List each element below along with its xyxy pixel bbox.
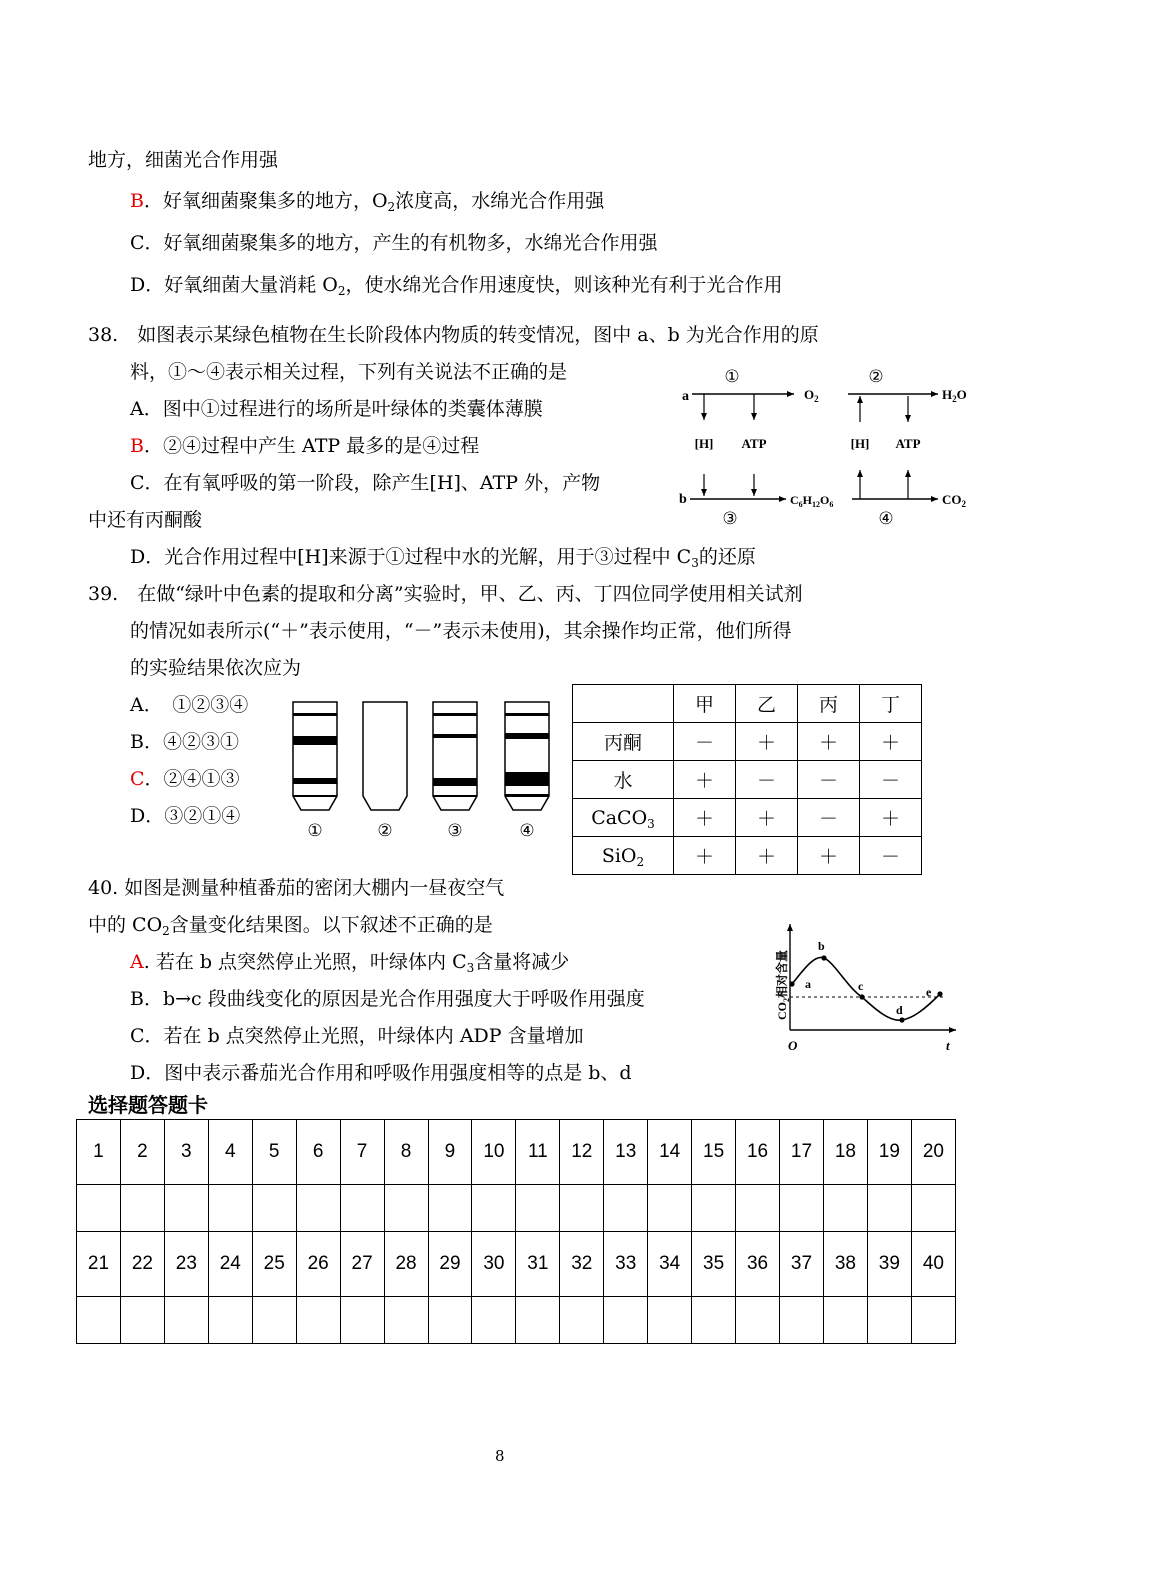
- q38-stem-line2: 料，①～④表示相关过程，下列有关说法不正确的是: [130, 361, 568, 383]
- point-c: [859, 994, 864, 999]
- y-axis-label: $CO_2$相对含量: [775, 949, 791, 1020]
- q38-option-c-line2: 中还有丙酮酸: [88, 509, 203, 531]
- tube-3-label: ③: [447, 821, 463, 840]
- h-label-1: [H]: [694, 436, 714, 451]
- q37-option-c: C．好氧细菌聚集多的地方，产生的有机物多，水绵光合作用强: [130, 232, 658, 254]
- answer-number-cell: 36: [736, 1232, 780, 1297]
- answer-input-cell[interactable]: [384, 1185, 428, 1232]
- answer-number-cell: 18: [823, 1120, 867, 1185]
- q39-option-c: C．②④①③: [130, 768, 240, 790]
- answer-input-cell[interactable]: [560, 1297, 604, 1344]
- q38-b-letter: B: [130, 435, 144, 457]
- table-cell: －: [860, 837, 922, 875]
- answer-input-cell[interactable]: [604, 1185, 648, 1232]
- point-b-label: b: [818, 939, 825, 953]
- answer-input-cell[interactable]: [823, 1297, 867, 1344]
- answer-number-cell: 16: [736, 1120, 780, 1185]
- origin-label: O: [788, 1038, 798, 1053]
- answer-input-cell[interactable]: [428, 1185, 472, 1232]
- answer-number-cell: 7: [340, 1120, 384, 1185]
- table-cell: ＋: [860, 799, 922, 837]
- table-cell: －: [860, 761, 922, 799]
- answer-input-cell[interactable]: [164, 1297, 208, 1344]
- answer-card-answer-row: [77, 1185, 956, 1232]
- answer-card-number-row: [77, 1232, 956, 1297]
- table-header-cell: 丁: [860, 685, 922, 723]
- tube-2-label: ②: [377, 821, 393, 840]
- answer-number-cell: 27: [340, 1232, 384, 1297]
- answer-input-cell[interactable]: [780, 1297, 824, 1344]
- atp-label-2: ATP: [895, 436, 921, 451]
- answer-number-cell: 5: [252, 1120, 296, 1185]
- answer-number-cell: 8: [384, 1120, 428, 1185]
- answer-input-cell[interactable]: [516, 1297, 560, 1344]
- point-d-label: d: [896, 1003, 903, 1017]
- point-a: [789, 981, 794, 986]
- o2-label: $O_2$: [804, 387, 819, 404]
- raw-material-b-label: b: [679, 492, 687, 507]
- answer-number-cell: 39: [867, 1232, 911, 1297]
- h-label-2: [H]: [850, 436, 870, 451]
- answer-input-cell[interactable]: [296, 1185, 340, 1232]
- process-4-label: ④: [878, 509, 894, 528]
- q37-option-d: D．好氧细菌大量消耗 $O_2$，使水绵光合作用速度快，则该种光有利于光合作用: [130, 274, 783, 298]
- answer-input-cell[interactable]: [340, 1297, 384, 1344]
- process-2-label: ②: [868, 367, 884, 386]
- table-cell: ＋: [860, 723, 922, 761]
- answer-number-cell: 11: [516, 1120, 560, 1185]
- reagent-table: [572, 684, 922, 875]
- table-cell: ＋: [736, 837, 798, 875]
- table-row: [573, 837, 922, 875]
- process-3-label: ③: [722, 509, 738, 528]
- q40-option-b: B．b→c 段曲线变化的原因是光合作用强度大于呼吸作用强度: [130, 988, 645, 1010]
- co2-curve: [792, 957, 940, 1020]
- q39-option-a: A． ①②③④: [130, 694, 249, 716]
- answer-input-cell[interactable]: [208, 1297, 252, 1344]
- answer-card-table: [76, 1119, 956, 1344]
- answer-input-cell[interactable]: [648, 1185, 692, 1232]
- answer-input-cell[interactable]: [340, 1185, 384, 1232]
- answer-number-cell: 35: [692, 1232, 736, 1297]
- tube-4: [505, 702, 549, 810]
- table-header-cell: [573, 685, 674, 723]
- table-header-cell: 甲: [674, 685, 736, 723]
- table-header-row: [573, 685, 922, 723]
- raw-material-a-label: a: [682, 389, 689, 404]
- co2-label: $CO_2$: [942, 492, 966, 509]
- answer-input-cell[interactable]: [120, 1297, 164, 1344]
- answer-input-cell[interactable]: [77, 1297, 121, 1344]
- answer-input-cell[interactable]: [252, 1185, 296, 1232]
- answer-input-cell[interactable]: [648, 1297, 692, 1344]
- answer-number-cell: 22: [120, 1232, 164, 1297]
- answer-number-cell: 25: [252, 1232, 296, 1297]
- table-header-cell: 丙: [798, 685, 860, 723]
- answer-number-cell: 21: [77, 1232, 121, 1297]
- answer-input-cell[interactable]: [516, 1185, 560, 1232]
- answer-card-answer-row: [77, 1297, 956, 1344]
- chromatography-tubes: [285, 696, 555, 846]
- answer-input-cell[interactable]: [692, 1297, 736, 1344]
- answer-input-cell[interactable]: [736, 1297, 780, 1344]
- answer-input-cell[interactable]: [472, 1185, 516, 1232]
- answer-number-cell: 10: [472, 1120, 516, 1185]
- q37-option-b: B．好氧细菌聚集多的地方，$O_2$浓度高，水绵光合作用强: [130, 190, 605, 214]
- answer-number-cell: 14: [648, 1120, 692, 1185]
- q40-option-d: D．图中表示番茄光合作用和呼吸作用强度相等的点是 b、d: [130, 1062, 632, 1084]
- answer-input-cell[interactable]: [296, 1297, 340, 1344]
- tube-2: [363, 702, 407, 810]
- table-header-cell: 乙: [736, 685, 798, 723]
- q38-stem-line1: 38. 如图表示某绿色植物在生长阶段体内物质的转变情况，图中 a、b 为光合作用的原: [88, 324, 819, 346]
- tube-4-label: ④: [519, 821, 535, 840]
- answer-input-cell[interactable]: [780, 1185, 824, 1232]
- answer-number-cell: 34: [648, 1232, 692, 1297]
- answer-number-cell: 6: [296, 1120, 340, 1185]
- answer-number-cell: 12: [560, 1120, 604, 1185]
- q40-stem-line2: 中的 $CO_2$含量变化结果图。以下叙述不正确的是: [88, 914, 493, 938]
- q38-option-b: B．②④过程中产生 ATP 最多的是④过程: [130, 435, 480, 457]
- point-c-label: c: [858, 979, 864, 993]
- answer-number-cell: 2: [120, 1120, 164, 1185]
- point-e: [937, 991, 942, 996]
- table-cell: ＋: [798, 723, 860, 761]
- tube-1-label: ①: [307, 821, 323, 840]
- table-row: [573, 761, 922, 799]
- q39-c-letter: C: [130, 768, 145, 790]
- answer-number-cell: 40: [911, 1232, 955, 1297]
- answer-number-cell: 38: [823, 1232, 867, 1297]
- answer-input-cell[interactable]: [120, 1185, 164, 1232]
- q39-stem-line1: 39. 在做“绿叶中色素的提取和分离”实验时，甲、乙、丙、丁四位同学使用相关试剂: [88, 583, 803, 605]
- answer-input-cell[interactable]: [692, 1185, 736, 1232]
- answer-number-cell: 4: [208, 1120, 252, 1185]
- atp-label-1: ATP: [741, 436, 767, 451]
- answer-input-cell[interactable]: [911, 1297, 955, 1344]
- answer-number-cell: 37: [780, 1232, 824, 1297]
- answer-input-cell[interactable]: [604, 1297, 648, 1344]
- answer-number-cell: 23: [164, 1232, 208, 1297]
- answer-input-cell[interactable]: [823, 1185, 867, 1232]
- table-cell: ＋: [674, 761, 736, 799]
- q40-a-letter: A: [130, 951, 144, 973]
- table-cell: ＋: [674, 799, 736, 837]
- answer-number-cell: 20: [911, 1120, 955, 1185]
- point-b: [821, 955, 826, 960]
- table-cell: －: [674, 723, 736, 761]
- table-cell: ＋: [798, 837, 860, 875]
- glucose-label: $C_6H_{12}O_6$: [790, 493, 834, 509]
- q38-option-d: D．光合作用过程中[H]来源于①过程中水的光解，用于③过程中 $C_3$的还原: [130, 546, 756, 570]
- tube-1: [293, 702, 337, 810]
- q39-option-b: B．④②③①: [130, 731, 239, 753]
- q40-option-a: A. 若在 b 点突然停止光照，叶绿体内 $C_3$含量将减少: [130, 951, 570, 975]
- answer-input-cell[interactable]: [428, 1297, 472, 1344]
- answer-input-cell[interactable]: [911, 1185, 955, 1232]
- answer-input-cell[interactable]: [472, 1297, 516, 1344]
- q37-b-letter: B: [130, 190, 144, 212]
- answer-number-cell: 15: [692, 1120, 736, 1185]
- metabolism-diagram: [676, 362, 976, 532]
- table-cell: ＋: [736, 799, 798, 837]
- answer-number-cell: 24: [208, 1232, 252, 1297]
- answer-input-cell[interactable]: [867, 1185, 911, 1232]
- answer-input-cell[interactable]: [560, 1185, 604, 1232]
- table-row: [573, 723, 922, 761]
- page-number: 8: [495, 1447, 505, 1465]
- x-axis-label: t: [946, 1038, 950, 1053]
- q37-continued-text: 地方，细菌光合作用强: [88, 149, 279, 171]
- q38-option-a: A．图中①过程进行的场所是叶绿体的类囊体薄膜: [130, 398, 543, 420]
- answer-number-cell: 30: [472, 1232, 516, 1297]
- answer-number-cell: 19: [867, 1120, 911, 1185]
- table-cell: ＋: [674, 837, 736, 875]
- point-e-label: e: [926, 985, 932, 999]
- answer-number-cell: 29: [428, 1232, 472, 1297]
- answer-number-cell: 3: [164, 1120, 208, 1185]
- answer-input-cell[interactable]: [384, 1297, 428, 1344]
- answer-input-cell[interactable]: [208, 1185, 252, 1232]
- answer-input-cell[interactable]: [164, 1185, 208, 1232]
- row-label: SiO$_2$: [573, 837, 674, 875]
- answer-card-number-row: [77, 1120, 956, 1185]
- answer-input-cell[interactable]: [736, 1185, 780, 1232]
- q38-option-c-line1: C．在有氧呼吸的第一阶段，除产生[H]、ATP 外，产物: [130, 472, 601, 494]
- table-cell: －: [736, 761, 798, 799]
- q39-option-d: D．③②①④: [130, 805, 241, 827]
- answer-number-cell: 13: [604, 1120, 648, 1185]
- answer-input-cell[interactable]: [77, 1185, 121, 1232]
- answer-number-cell: 26: [296, 1232, 340, 1297]
- point-d: [899, 1017, 904, 1022]
- answer-number-cell: 9: [428, 1120, 472, 1185]
- answer-card-title: 选择题答题卡: [88, 1093, 208, 1117]
- h2o-label: $H_2O$: [942, 387, 967, 404]
- answer-number-cell: 1: [77, 1120, 121, 1185]
- q40-stem-line1: 40. 如图是测量种植番茄的密闭大棚内一昼夜空气: [88, 877, 505, 899]
- table-cell: －: [798, 799, 860, 837]
- answer-input-cell[interactable]: [867, 1297, 911, 1344]
- answer-number-cell: 17: [780, 1120, 824, 1185]
- q39-stem-line2: 的情况如表所示(“＋”表示使用，“－”表示未使用)，其余操作均正常，他们所得: [130, 620, 792, 642]
- process-1-label: ①: [724, 367, 740, 386]
- table-cell: －: [798, 761, 860, 799]
- q40-option-c: C．若在 b 点突然停止光照，叶绿体内 ADP 含量增加: [130, 1025, 584, 1047]
- q39-stem-line3: 的实验结果依次应为: [130, 657, 302, 679]
- row-label: 丙酮: [573, 723, 674, 761]
- row-label: 水: [573, 761, 674, 799]
- answer-input-cell[interactable]: [252, 1297, 296, 1344]
- co2-graph: [768, 912, 960, 1057]
- point-a-label: a: [805, 977, 811, 991]
- answer-number-cell: 33: [604, 1232, 648, 1297]
- answer-number-cell: 28: [384, 1232, 428, 1297]
- row-label: CaCO$_3$: [573, 799, 674, 837]
- answer-number-cell: 31: [516, 1232, 560, 1297]
- table-row: [573, 799, 922, 837]
- table-cell: ＋: [736, 723, 798, 761]
- answer-number-cell: 32: [560, 1232, 604, 1297]
- tube-3: [433, 702, 477, 810]
